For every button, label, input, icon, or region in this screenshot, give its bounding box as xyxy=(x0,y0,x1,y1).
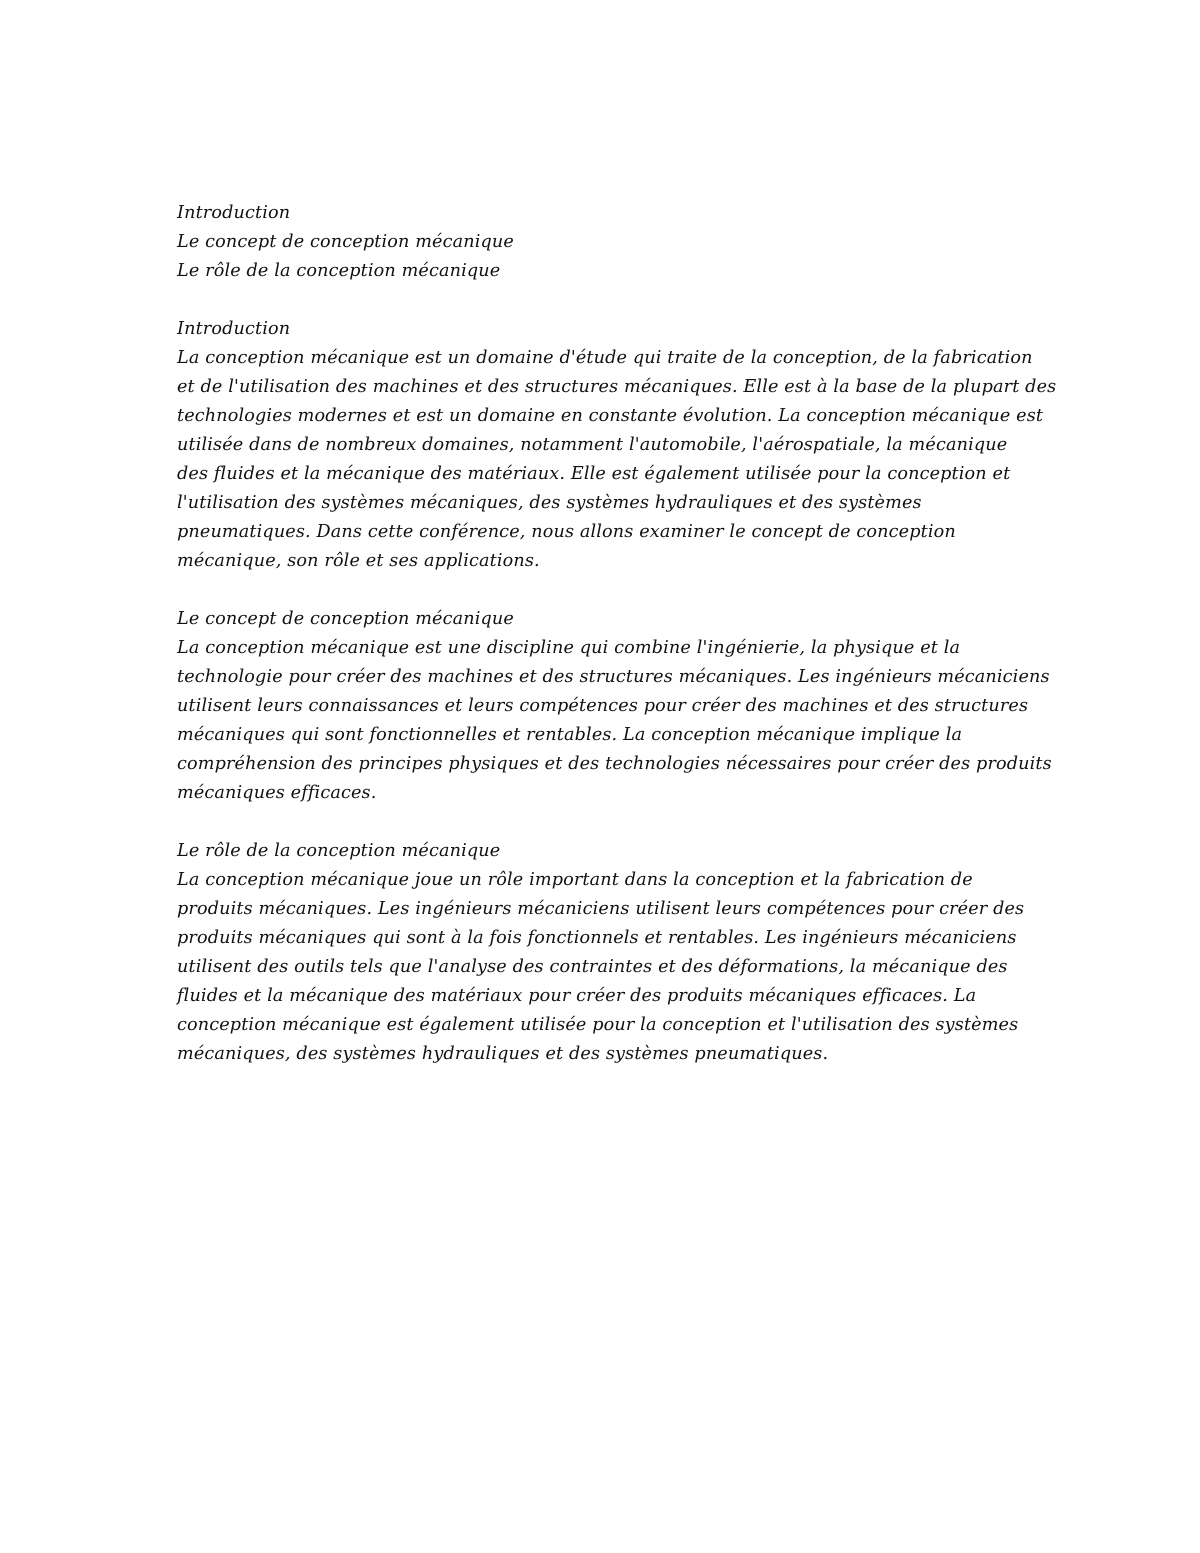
paragraph-spacer xyxy=(177,286,1037,315)
body-line: mécaniques qui sont fonctionnelles et rentables. La conception mécanique implique la xyxy=(177,725,963,745)
body-line: La conception mécanique est une discipline qui combine l'ingénierie, la physique et la xyxy=(177,638,961,658)
body-line: utilisent leurs connaissances et leurs compétences pour créer des machines et des structures xyxy=(177,696,1029,716)
body-line: La conception mécanique est un domaine d'étude qui traite de la conception, de la fabrication xyxy=(177,348,1033,368)
body-line: mécanique, son rôle et ses applications. xyxy=(177,551,540,571)
body-line: utilisent des outils tels que l'analyse des contraintes et des déformations, la mécanique des xyxy=(177,957,1008,977)
toc-item-introduction: Introduction xyxy=(177,203,291,223)
body-line: produits mécaniques. Les ingénieurs mécaniciens utilisent leurs compétences pour créer des xyxy=(177,899,1025,919)
body-line: et de l'utilisation des machines et des structures mécaniques. Elle est à la base de la plupart des xyxy=(177,377,1057,397)
body-line: l'utilisation des systèmes mécaniques, des systèmes hydrauliques et des systèmes xyxy=(177,493,922,513)
toc-item-role: Le rôle de la conception mécanique xyxy=(177,261,501,281)
section-heading: Le rôle de la conception mécanique xyxy=(177,841,501,861)
body-line: mécaniques efficaces. xyxy=(177,783,377,803)
body-line: pneumatiques. Dans cette conférence, nous allons examiner le concept de conception xyxy=(177,522,956,542)
body-line: des fluides et la mécanique des matériaux. Elle est également utilisée pour la conception et xyxy=(177,464,1011,484)
paragraph-spacer xyxy=(177,808,1037,837)
body-line: utilisée dans de nombreux domaines, notamment l'automobile, l'aérospatiale, la mécanique xyxy=(177,435,1008,455)
toc-item-concept: Le concept de conception mécanique xyxy=(177,232,514,252)
paragraph-spacer xyxy=(177,576,1037,605)
section-heading: Introduction xyxy=(177,319,291,339)
body-line: technologies modernes et est un domaine en constante évolution. La conception mécanique est xyxy=(177,406,1044,426)
section-introduction xyxy=(177,315,1057,576)
table-of-contents xyxy=(177,199,1037,286)
section-concept xyxy=(177,605,1052,808)
body-line: La conception mécanique joue un rôle important dans la conception et la fabrication de xyxy=(177,870,973,890)
body-line: fluides et la mécanique des matériaux pour créer des produits mécaniques efficaces. La xyxy=(177,986,977,1006)
section-heading: Le concept de conception mécanique xyxy=(177,609,514,629)
body-line: technologie pour créer des machines et des structures mécaniques. Les ingénieurs mécaniciens xyxy=(177,667,1050,687)
body-line: conception mécanique est également utilisée pour la conception et l'utilisation des systèmes xyxy=(177,1015,1019,1035)
body-line: mécaniques, des systèmes hydrauliques et des systèmes pneumatiques. xyxy=(177,1044,829,1064)
section-role xyxy=(177,837,1037,1069)
body-line: compréhension des principes physiques et des technologies nécessaires pour créer des produits xyxy=(177,754,1052,774)
document-body xyxy=(177,199,1057,1069)
body-line: produits mécaniques qui sont à la fois fonctionnels et rentables. Les ingénieurs mécaniciens xyxy=(177,928,1017,948)
